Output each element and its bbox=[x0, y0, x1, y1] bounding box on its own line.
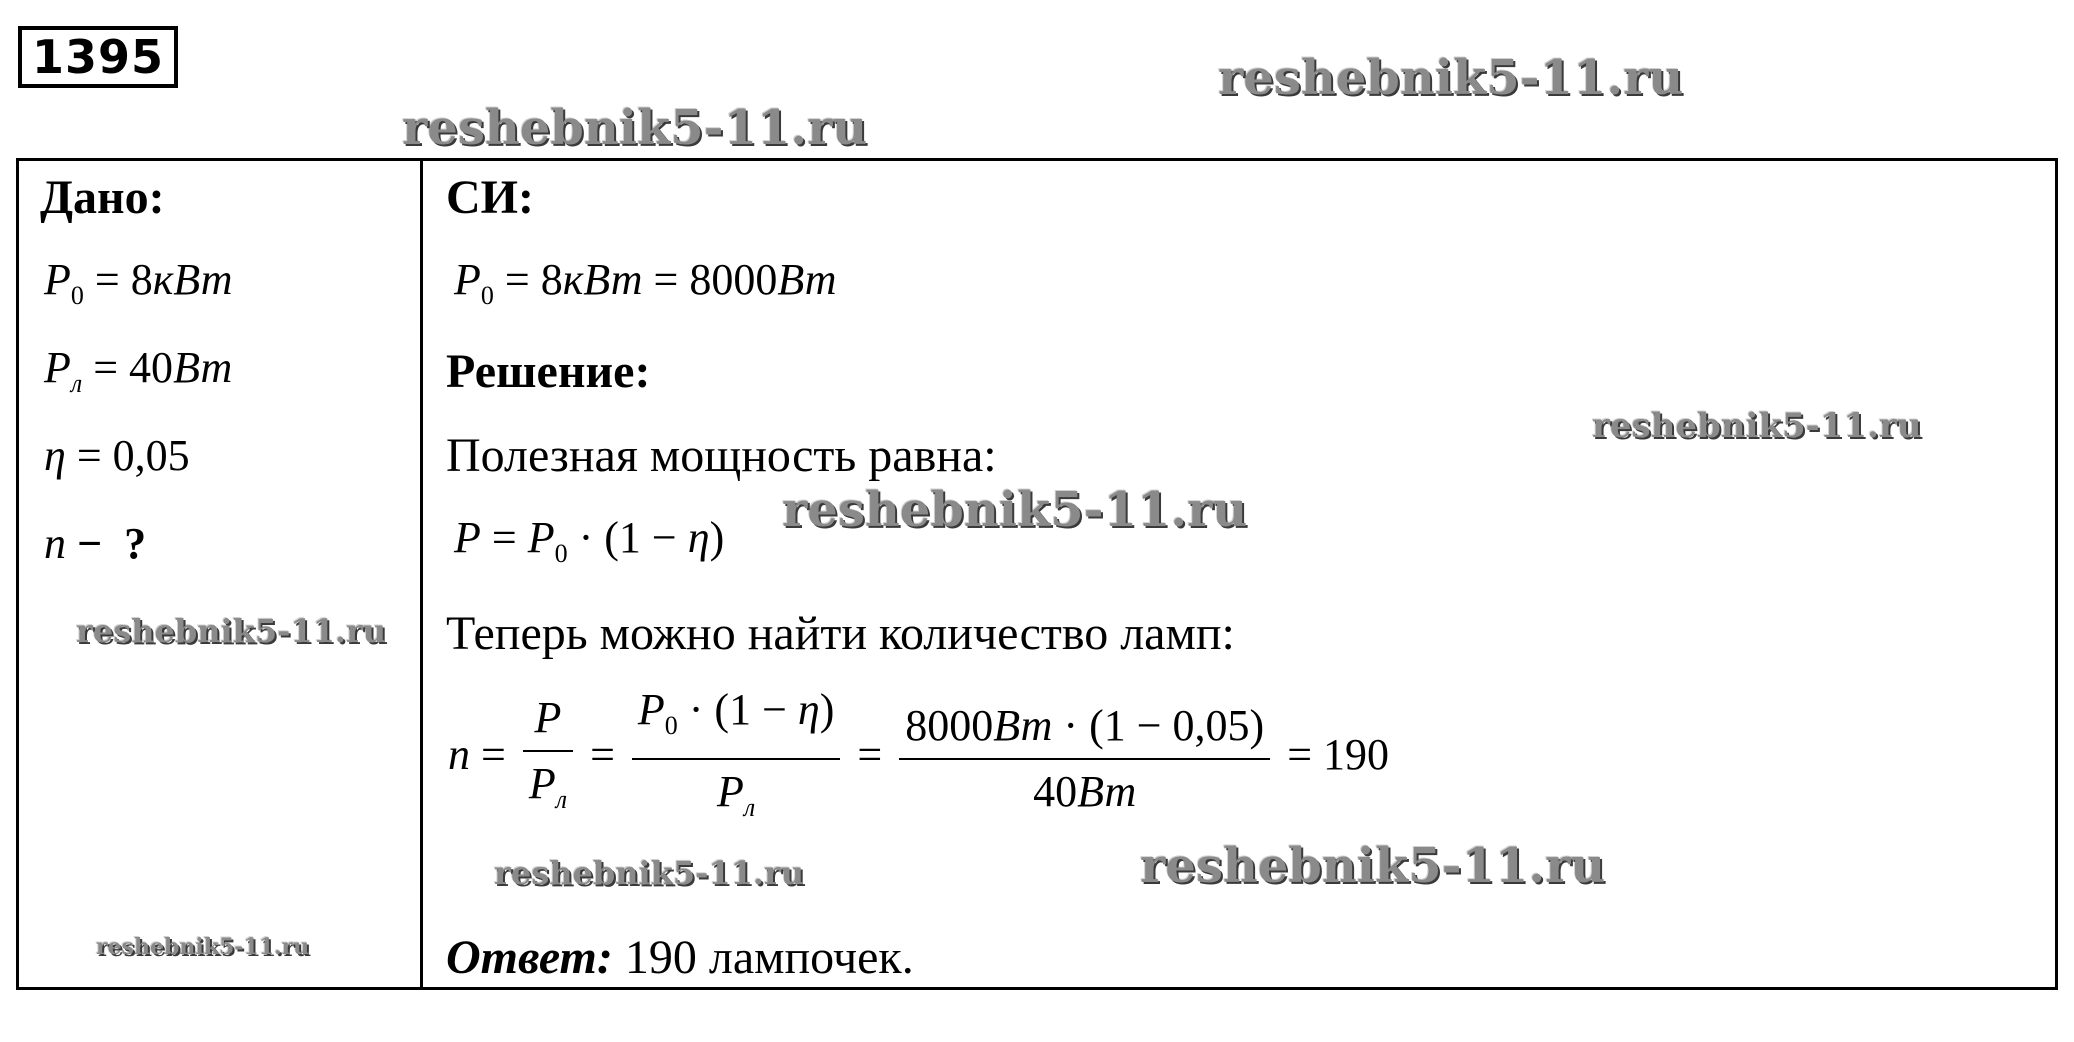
given-item: η = 0,05 bbox=[44, 431, 190, 480]
solution-text: Полезная мощность равна: bbox=[446, 429, 997, 482]
watermark: reshebnik5-11.ru bbox=[1218, 50, 1684, 106]
given-heading: Дано: bbox=[40, 171, 165, 224]
given-item: $P_0 = 8кВт$ bbox=[44, 255, 233, 310]
si-heading: СИ: bbox=[446, 171, 534, 224]
answer-value: 190 лампочек. bbox=[612, 931, 914, 984]
watermark: reshebnik5-11.ru bbox=[494, 854, 805, 892]
solution-table bbox=[16, 158, 2058, 990]
watermark: reshebnik5-11.ru bbox=[782, 482, 1248, 538]
watermark: reshebnik5-11.ru bbox=[96, 934, 310, 960]
watermark: reshebnik5-11.ru bbox=[76, 612, 387, 650]
si-line: $P_0 = 8кВт = 8000Вт$ bbox=[454, 255, 837, 310]
formula-lamp-count: n = $\frac{P}{P_л}$ = $\frac{P_0 \cdot (1 - \eta)}{P_л}$ = $\frac{8000Вт \cdot (1 - 0,05)}{40Вт}$ = 190 bbox=[448, 685, 1390, 822]
given-item: $P_л = 40Вт$ bbox=[44, 343, 233, 398]
solution-text: Теперь можно найти количество ламп: bbox=[446, 607, 1235, 660]
solution-heading: Решение: bbox=[446, 345, 651, 398]
answer-line bbox=[446, 930, 914, 986]
watermark: reshebnik5-11.ru bbox=[1140, 838, 1606, 894]
formula-useful-power: $P = P_0 \cdot (1 - \eta)$ bbox=[454, 513, 725, 568]
watermark: reshebnik5-11.ru bbox=[1592, 406, 1922, 446]
watermark: reshebnik5-11.ru bbox=[402, 100, 868, 156]
given-item: n − ? bbox=[44, 519, 147, 568]
column-divider bbox=[420, 158, 423, 990]
answer-label: Ответ: bbox=[446, 931, 613, 984]
problem-number: 1395 bbox=[18, 26, 178, 88]
